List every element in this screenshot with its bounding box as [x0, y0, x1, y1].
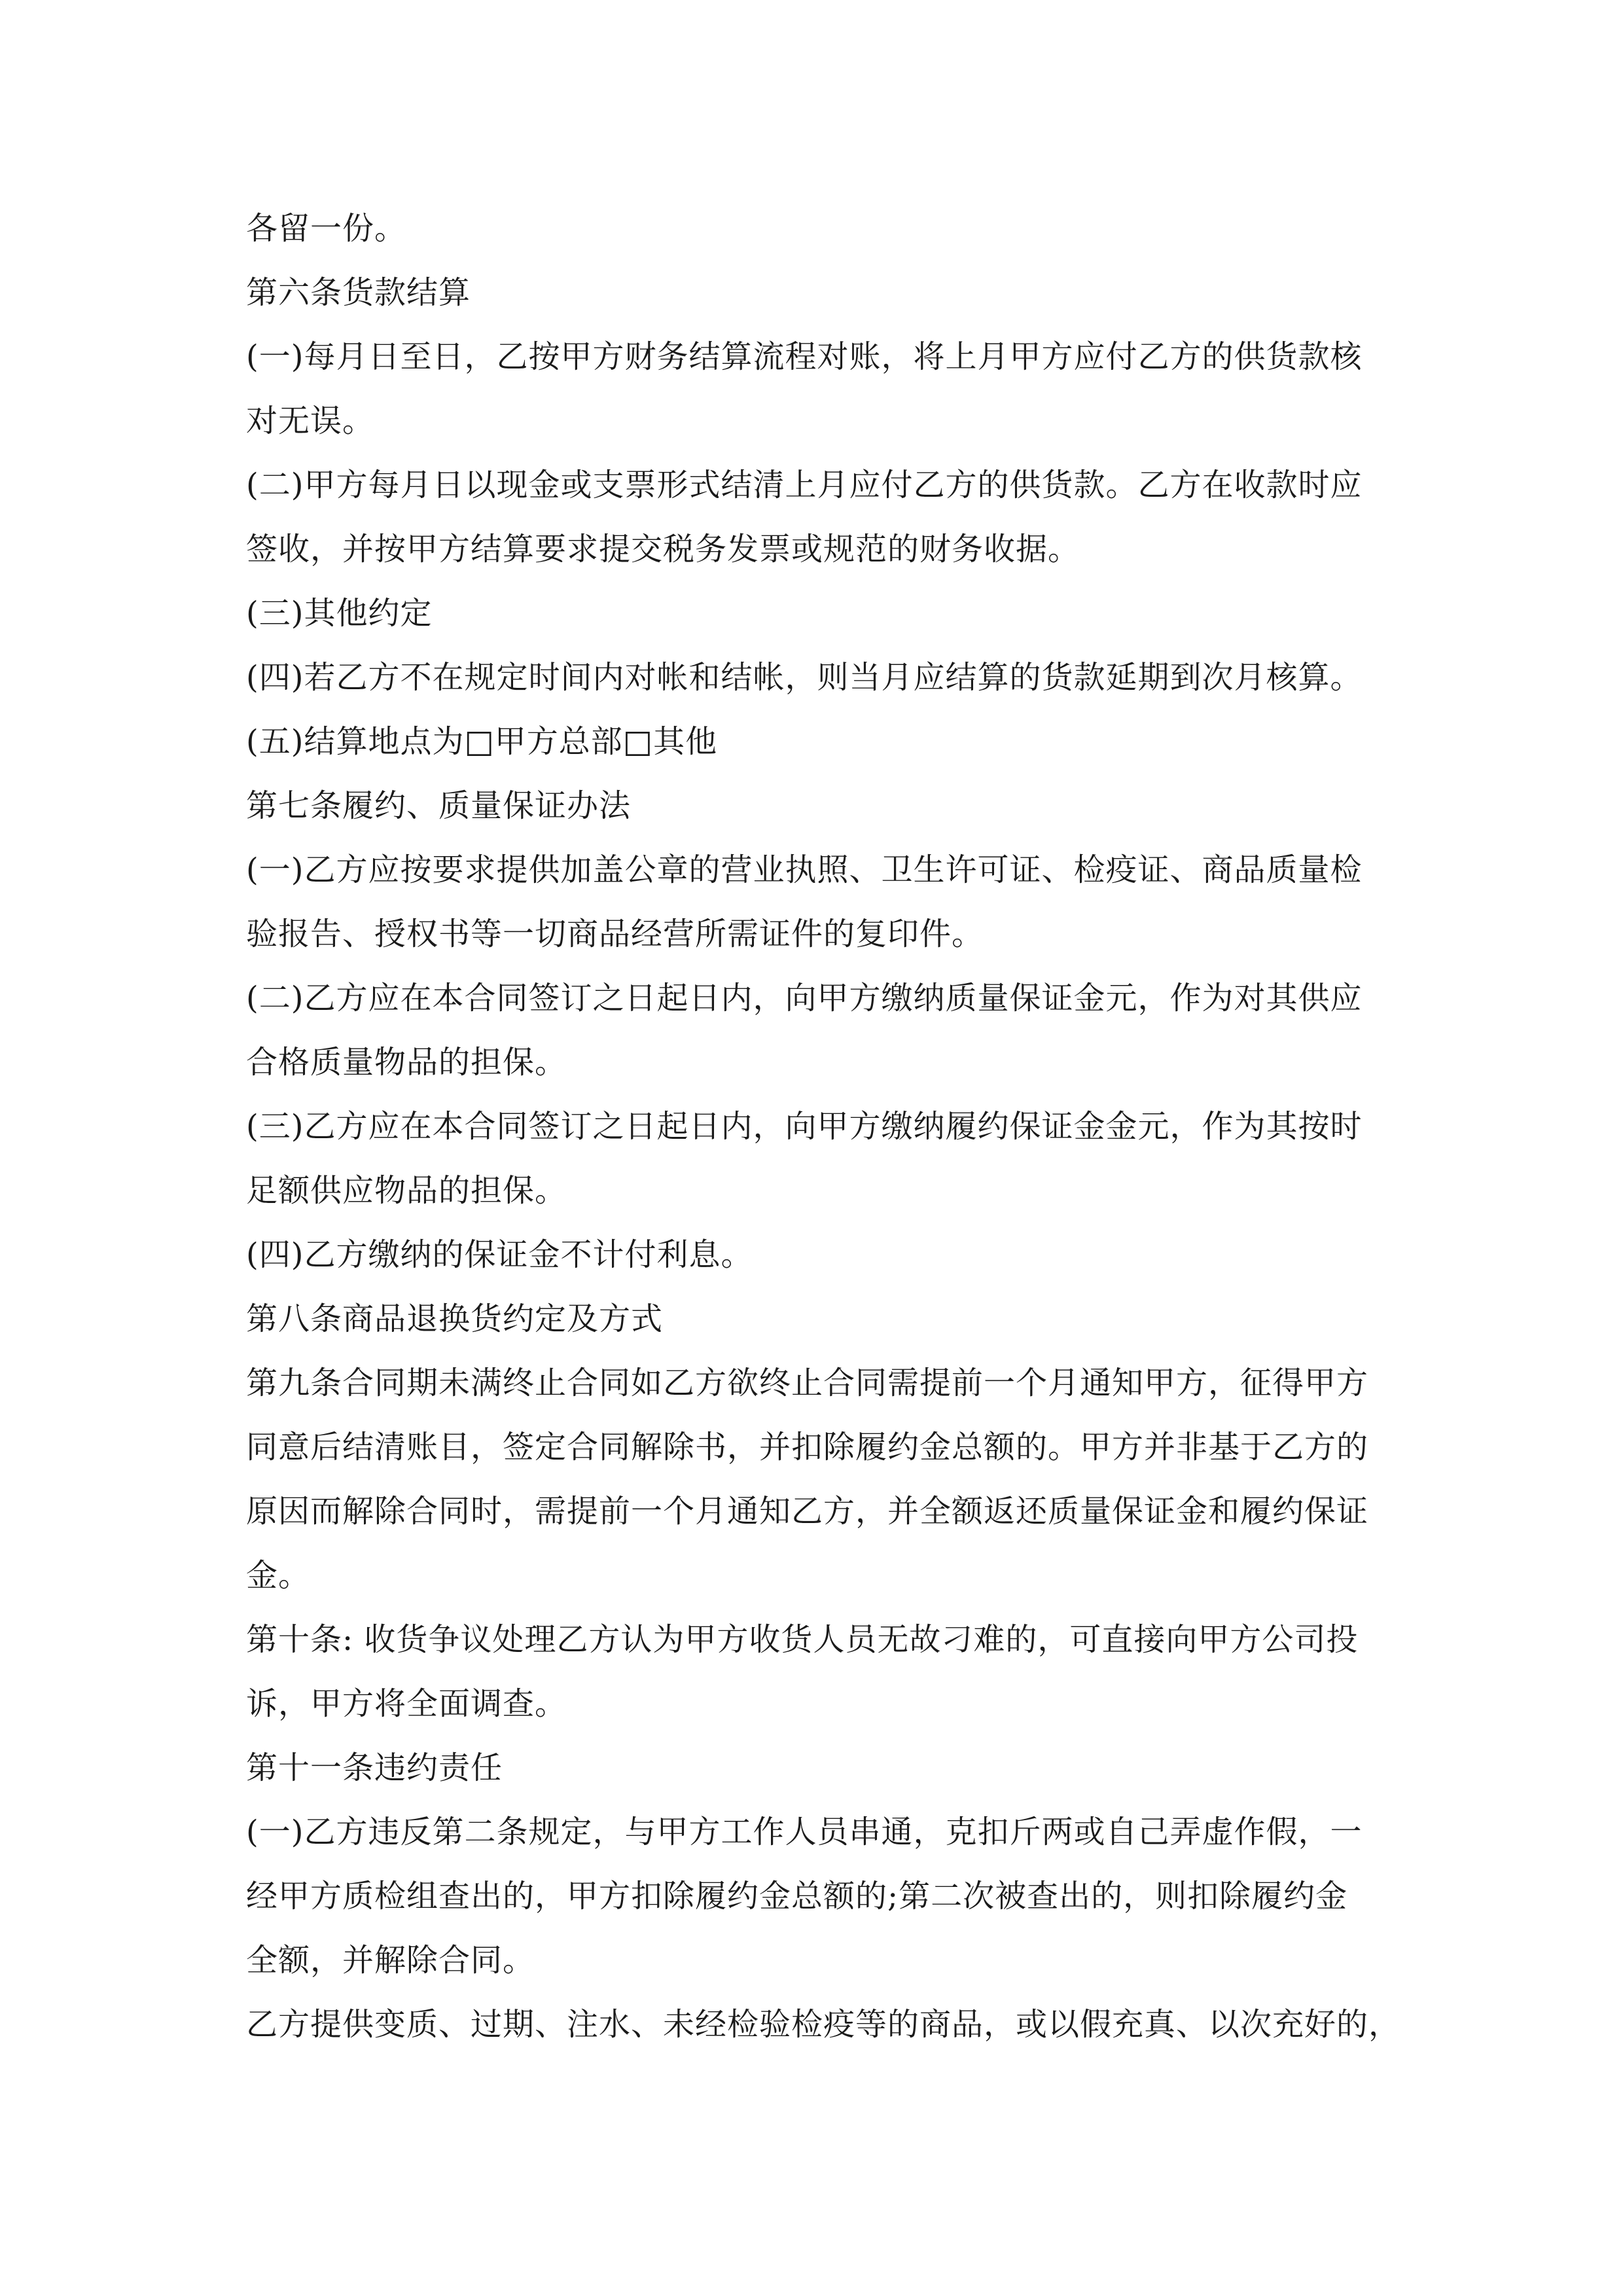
text-line: 签收，并按甲方结算要求提交税务发票或规范的财务收据。	[246, 531, 1080, 567]
text-line: (二)甲方每月日以现金或支票形式结清上月应付乙方的供货款。乙方在收款时应	[246, 467, 1363, 503]
text-line: 经甲方质检组查出的，甲方扣除履约金总额的;第二次被查出的，则扣除履约金	[246, 1878, 1348, 1914]
text-line: (一)每月日至日，乙按甲方财务结算流程对账，将上月甲方应付乙方的供货款核	[246, 338, 1363, 375]
text-line: 合格质量物品的担保。	[246, 1044, 567, 1081]
text-line: 足额供应物品的担保。	[246, 1172, 567, 1209]
text-line: (五)结算地点为□甲方总部□其他	[246, 723, 718, 760]
text-line: 第九条合同期未满终止合同如乙方欲终止合同需提前一个月通知甲方，征得甲方	[246, 1365, 1369, 1401]
text-line: 验报告、授权书等一切商品经营所需证件的复印件。	[246, 916, 984, 952]
section-heading: 第七条履约、质量保证办法	[246, 787, 632, 824]
section-heading: 第六条货款结算	[246, 274, 471, 311]
text-line: 全额，并解除合同。	[246, 1942, 535, 1979]
text-line: (四)乙方缴纳的保证金不计付利息。	[246, 1236, 753, 1273]
text-line: (四)若乙方不在规定时间内对帐和结帐，则当月应结算的货款延期到次月核算。	[246, 659, 1363, 696]
text-line: 同意后结清账目，签定合同解除书，并扣除履约金总额的。甲方并非基于乙方的	[246, 1429, 1369, 1465]
text-line: (二)乙方应在本合同签订之日起日内，向甲方缴纳质量保证金元，作为对其供应	[246, 980, 1363, 1016]
text-line: 乙方提供变质、过期、注水、未经检验检疫等的商品，或以假充真、以次充好的，	[246, 2006, 1401, 2043]
text-line: 诉，甲方将全面调查。	[246, 1685, 567, 1722]
text-line: (三)其他约定	[246, 595, 433, 632]
text-line: (三)乙方应在本合同签订之日起日内，向甲方缴纳履约保证金金元，作为其按时	[246, 1108, 1363, 1145]
text-line: 各留一份。	[246, 210, 407, 247]
text-line: 对无误。	[246, 403, 375, 439]
text-line: 第十条: 收货争议处理乙方认为甲方收货人员无故刁难的，可直接向甲方公司投	[246, 1621, 1359, 1658]
text-line: (一)乙方违反第二条规定，与甲方工作人员串通，克扣斤两或自己弄虚作假，一	[246, 1814, 1363, 1850]
document-body	[246, 196, 1401, 2056]
section-heading: 第八条商品退换货约定及方式	[246, 1300, 664, 1337]
text-line: 原因而解除合同时，需提前一个月通知乙方，并全额返还质量保证金和履约保证	[246, 1493, 1369, 1530]
text-line: 金。	[246, 1557, 311, 1594]
text-line: (一)乙方应按要求提供加盖公章的营业执照、卫生许可证、检疫证、商品质量检	[246, 852, 1363, 888]
section-heading: 第十一条违约责任	[246, 1749, 503, 1786]
